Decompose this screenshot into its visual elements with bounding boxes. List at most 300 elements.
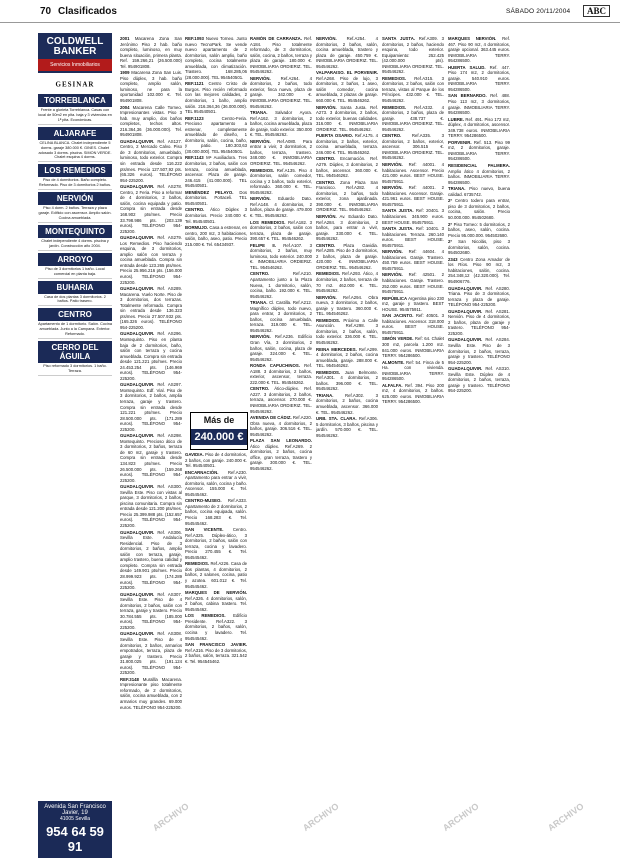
listing-text: Piso Torneo: 5 dormitorios, 2 baños, aseo, salón, cocina. Precio 95.000.000. 954502680. [448,221,510,238]
classified-listing [448,366,510,394]
listing-text: Ático dúplex. Ref.A269. 2 dormitorios, 2 baños, cocina office, gran terraza, trastero y garaje. 300.000 €. TEL. 954546262. [250,443,312,472]
zone-heading: TORREBLANCA [38,94,112,107]
promo-line-2: 240.000 € [191,429,247,445]
classified-listing [316,70,378,103]
listing-title: GUADALQUIVIR. [120,138,155,144]
listing-text: Ref.A107. 3 dormitorios, 2 baños, muy luminoso, todo exterior. 240.000 €. INMOBILIARIA ORDIERIZ. TEL. 954546262. [250,242,312,270]
listing-title: NERVIÓN. [382,272,403,278]
listing-text: Encarnación. Ref. A279. Dúplex, 3 dormitorios, 2 baños, ascensor. 360.000 €. TEL. 954546262. [316,156,378,179]
listing-text: Ref.A220. Obra nueva, 4 dormitorios, 2 baños, garaje. 306.516 €. TEL. 954546262. [250,415,312,437]
listing-column-2 [185,36,247,408]
listing-text: Ref. 491. Piso 172 m2, dúplex, 4 dormitorios, ascensor. 349.738 euros. INMOBILIARIA TERRY. 954286500. [448,116,510,139]
agency-contact [38,801,112,858]
classified-listing [448,65,510,93]
listing-text: Ref.A268. Piso de lujo, 3 dormitorios, 2 baños, 1 aseo, salón comedor, cocina amueblada, 2 plazas de garaje. 660.000 €. TEL. 954546262. [316,75,378,104]
listing-title: NERVIÓN. [382,185,403,191]
listing-text: Ref. AS281. Nervión. Piso de 4 dormitorios, 2 baños, plaza de garaje y trastero. TELÉFONO 954-225200. [448,308,510,336]
listing-text: Murallla Macarena. Impresionante piso totalmente reformado, de 2 dormitorios, salón, cocina amueblada, con 2 armarios muy grandes. 69.000 euros. TELÉFONO 954-225200. [120,676,182,710]
listing-title: CENTRO. [316,156,336,162]
listing-text: Ref.A309. 3 dormitorios, 2 baños, haciendo esquina, todo exterior. Equipamiento: 252.425 (42.000.000 pts). INMOBILIARIA ORDIERIZ. TEL. 954546262. [382,36,444,75]
listing-title: ALMONTE. [382,359,405,365]
classified-listing [250,196,312,218]
listing-title: CENTRO. [250,386,270,392]
classified-listing [185,207,247,224]
listing-text: Ref. AS289. Macarena. Vuelo Norte. Piso de 3 dormitorios, dos terrazas. Totalmente reformado. Compra sin entrada desde 136.323 pts/mes. Precio 27.507.932 pts. (165.326 euros). TELÉFONO 954-225200. [120,286,182,330]
classified-listing [185,36,247,80]
listing-title: SAN JACINTO. [382,313,414,319]
listing-title: CENTRO. [316,242,336,248]
listing-title: REMEDIOS. [185,561,210,567]
classified-listing [382,336,444,358]
listing-title: 2343 [448,256,458,262]
classified-listing [382,105,444,133]
listing-title: GUADALQUIVIR. [120,331,155,337]
listing-text: Ref. A188. 3 dormitorios, 2 baños, exterior, ascensor, terraza. 222.000 €. TEL. 954546262. [250,363,312,385]
agency-phone: 954 64 59 91 [46,824,104,854]
listing-title: NERVIÓN. [250,75,271,81]
listing-text: Ref. 394. Piso 200 m2, 4 dormitorios, 2 baños. 625.000 euros. INMOBILIARIA TERRY. 954286500. [382,382,444,405]
listing-title: TRIANA. [448,186,466,192]
classified-listing [382,133,444,161]
listing-title: GUADALQUIVIR. [120,382,155,388]
classified-listing [185,116,247,155]
classified-listing [120,433,182,483]
listing-column-2b [185,452,247,848]
listing-title: URB. STA. CLARA. [316,416,357,422]
listing-text: Ref. AS284. Sevilla Este. Piso de 3 dormitorios, 2 baños, terraza, garaje y trastero. TELÉFONO 954-225200. [448,337,510,365]
listing-title: GUADALQUIVIR. [448,308,483,314]
listing-text: Ref.A335. 3 dormitorios, 2 baños, exterior, ascensor. 306.515 €. INMOBILIARIA ORDIERIZ. TEL. 954546262. [382,133,444,161]
classified-listing [185,470,247,498]
zone-heading: CENTRO [38,308,112,321]
listing-column-4 [316,36,378,848]
listing-title: GAVIDIA. [185,452,204,457]
listing-column-1 [120,36,182,848]
listing-text: Ref.A236. Edificio Gran Vía, 3 dormitorios, 2 baños, salón, cocina, plaza de garaje. 324.000 €. TEL. 954546262. [250,334,312,362]
listing-text: Ref. AS297. Montequinto. Edf. Vial. Piso de 3 dormitorios, 2 baños, amplia terraza, garaje y trastero. Compra sin entrada desde 121.221 pts/mes. Precio 28.500.000 pts. (171.289 euros). TELÉFONO 954-225200. [120,382,182,432]
classified-listing [316,347,378,369]
listing-text: Ref.A315. 3 dormitorios, 2 baños, salón con terraza, vistas al Parque de los Príncipes. 432.000 €. TEL. 954546262. [382,75,444,104]
listing-text: Ref.A135. Piso 4 dormitorios, salón comedor, cocina y 2 baños, todo exterior, reformado. 360.000 €. TEL. 954546262. [250,167,312,195]
listing-text: Ref.A210. Apartamento junto a la Plaza Nueva, 1 dormitorio, salón, cocina, baño. 192.000 €. TEL. 954546262. [250,271,312,299]
classified-listing [316,318,378,346]
listing-text: Cl. Castilla. Ref.A212. Magnífico dúplex, todo nuevo, para entrar, 3 dormitorios, 2 baños, cocina amueblada, terraza. 319.000 €. TEL. 954546262. [250,300,312,333]
promo-line-1: Más de [203,415,235,425]
listing-title: NERVIÓN. [316,294,337,300]
listing-title: LUBRE. [448,116,464,122]
classified-listing [382,383,444,405]
zone-heading: BUHARIA [38,281,112,294]
classified-listing [250,271,312,299]
listing-title: SANTA JUSTA. [382,208,414,214]
listing-text: Ref: 20401. 3 habitaciones. 345.900 euros. BEST HOUSE. 954575911. [382,208,444,225]
classified-listing [250,168,312,196]
classified-listing [120,184,182,234]
listing-title: NERVIÓN. [250,138,271,144]
zone-heading: MONTEQUINTO [38,225,112,238]
listing-text: Ref: 44001. 4 habitaciones. Ascensor. Precio 421.000 euros. BEST HOUSE. 954575911. [382,162,444,184]
listing-text: Ref. 467. Piso 90 m2, 4 dormitorios, garaje opcional. 363.445 euros. INMOBILIARIA TERRY. 954286500. [448,36,510,64]
listing-text: Ref.A254. 4 dormitorios, 2 baños, salón, cocina amueblada, trastero y plaza de garaje. 450.759 €. INMOBILIARIA ORDIERIZ. TEL. 954546262. [316,36,378,69]
listing-title: REMEDIOS. [316,317,341,323]
listing-title: GUADALQUIVIR. [120,433,155,439]
gesinar-name: GESINAR [55,80,95,89]
listing-title: GUADALQUIVIR. [120,184,155,190]
gesinar-logo [38,76,112,91]
zone-listing-text: Piso 4 dorm. 2 baños. Terraza y plaza garaje. Edificio con ascensor. Amplio salón. Cocina amueblada. [38,205,112,223]
classified-listing [316,243,378,271]
zone-listing-text: Piso reformado 3 dormitorios. 1 baño. Terraza. [38,363,112,376]
listing-title: 2ª [448,239,452,245]
listing-title: REF.1123 [185,115,204,121]
masthead-logo: ABC [583,5,610,17]
listing-text: Ref.A175. 4 dormitorios, 2 baños, exterior, cocina amueblada, terraza. 246.000 €. TEL. 954546262. [316,133,378,155]
listing-title: 2001 [120,36,130,41]
classified-listing [185,452,247,469]
classified-listing [382,162,444,184]
classified-listing [316,180,378,213]
listing-text: Ref.A326. 4 dormitorios, salón, 2 baños, cabina trastero. Tel. 954545462. [185,595,247,612]
classified-listing [316,36,378,69]
listing-title: REF.1093 [185,36,204,41]
classified-listing [250,36,312,75]
page-header [0,0,620,23]
listing-title: TRIANA. [250,110,268,116]
listing-text: Centro. Ref.A325. Dúplex-ático, 3 dormitorios, 2 baños, salón con terraza, cocina y lavadero. Precio 270.455 €. Tel. 954545462. [185,527,247,560]
classified-listing [120,592,182,631]
listing-text: Ref. AS278. Centro, 2 Feria. Piso a reformar de 4 dormitorios, 2 baños, salón, cocina equipada y patio. Compra sin entrada desde 168.902 pts/mes. Precio 33.798.986 pts. (203.139 euros). TELÉFONO 954-225200. [120,184,182,234]
listing-title: VALPARAISO. EL PORVENIR. [316,70,378,76]
listing-title: AVENIDA DE CÁDIZ. [250,415,292,421]
classified-listing [120,286,182,330]
listing-column-5 [382,36,444,848]
listing-text: Edificio Presidente. Ref.A322. 3 dormitorios, 2 baños, salón, cocina y lavadero. Tel. 954545462. [185,613,247,641]
agency-city: 41005 Sevilla [59,816,91,822]
classified-listing [120,484,182,528]
zone-listing-text: Apartamento de 1 dormitorio. Salón. Cocina amueblada. Junto a la Campana. Exterior. Reformado. [38,321,112,339]
classified-listing [250,139,312,167]
listing-text: Ref.A306. 5 dormitorios, 3 baños, piscina y jardín. 570.000 €. TEL. 954546262. [316,416,378,438]
listing-title: GUADALQUIVIR. [120,484,155,490]
classified-listing [185,613,247,641]
listing-text: Ref. AS307. Sevilla Este. Piso de 4 dormitorios, 2 baños, salón con terraza, garaje y trastero. Precio 30.784.555 pts. (185.000 euros). TELÉFONO 954-225200. [120,591,182,630]
zone-heading: LOS REMEDIOS [38,164,112,177]
classified-listing [382,313,444,335]
agency-address: Avenida San Francisco Javier, 19 [44,804,106,816]
listing-text: Ático-dúplex. Ref. A227. 3 dormitorios, 2 baños, terraza, ascensor. 270.000 €. INMOBILIARIA ORDIERIZ. TEL. 954546262. [250,386,312,414]
classified-listing [448,117,510,139]
classified-listing [382,208,444,225]
classified-listing [185,155,247,188]
classified-listing [448,140,510,162]
listing-text: Ref. 488. Piso 113 m2, 3 dormitorios, garaje. INMOBILIARIA TERRY. 954286500. [448,93,510,116]
listing-title: REINA MERCEDES. [316,346,357,352]
publication-date: SÁBADO 20/11/2004 [506,8,571,15]
classified-listing [250,415,312,437]
listing-title: MARQUES NERVIÓN. [448,36,497,41]
listing-column-6 [448,36,510,848]
listing-text: Piso de 4 dormitorios, 2 baños, con garaje. 240.000 €. Tel. 954540501. [185,452,247,469]
listing-text: Ref.A333. Apartamento de 2 dormitorios, 2 baños, cocina equipada, salón. Precio 168.283 €. Tel. 954545462. [185,498,247,526]
listing-text: Mª Auxiliadora. Tres dormitorios, 2 baños, salón con terraza, cocina amueblada, ascensor. Plaza de garaje. 246.415 (41.000.000). TEL 954540501. [185,155,247,189]
classified-listing [316,105,378,133]
zone-listing-text: Piso de 3 dormitorios 1 baño. Local comercial en planta baja. [38,266,112,279]
page-number: 70 [40,6,52,17]
classified-listing [316,133,378,155]
classified-listing [382,185,444,207]
listing-text: Ref.A294. Obra nueva, 3 dormitorios, 2 baños, garaje y trastero. 360.000 €. TEL. 954546262. [316,294,378,317]
listing-text: Casa a estrenar, en centro, 200 m2, 3 habitaciones, salón, baño, aseo, patio. Precio 215.000 €. Tel. 65434937. [185,225,247,247]
classified-listing [120,36,182,69]
agency-sidebar [38,33,112,854]
classified-listing [120,235,182,285]
listing-text: Plaza Gavidia. Ref.A285. Piso de 3 dormitorios, 2 baños, plaza de garaje. 420.000 €. INMOBILIARIA ORDIERIZ. TEL. 954546262. [316,242,378,270]
listing-text: San Nicolás, piso 3 dormitorios, salón, cocina. 954502680. [448,239,510,256]
classified-listing [120,70,182,103]
listing-text: Juan Belmonte. Ref.A301. 4 dormitorios, 2 baños. 396.000 €. TEL. 954546262. [316,369,378,392]
listing-title: CENTRO. [382,133,402,139]
listing-title: NERVIÓN. [316,213,337,219]
listing-title: NERVIÓN. [382,162,403,168]
zone-heading: ARROYO [38,253,112,266]
listing-title: SIMÓN VERDE. [382,336,414,342]
listing-text: Ref: 40501. 3 habitaciones. Ascensor. 318.000 euros. BEST HOUSE. 954575911. [382,313,444,335]
listing-title: NERVIÓN. [316,104,337,110]
listing-title: GUADALQUIVIR. [448,337,483,343]
listing-title: REPÚBLICA [382,295,408,301]
listing-title: REF.1143 [185,155,204,161]
listing-title: SANTA JUSTA. [382,226,414,232]
listing-title: SANTA JUSTA. [382,36,416,41]
listing-text: Piso nuevo, buena calidad. 6735742. [448,186,510,197]
classified-listing [120,677,182,710]
zone-heading: ALJARAFE [38,127,112,140]
classified-listing [382,226,444,248]
listing-text: Ref: 10401. 3 habitaciones. Terraza. 260.140 euros. BEST HOUSE. 954575911. [382,226,444,248]
classified-listing [250,386,312,414]
listing-text: Macarena Zona San Luis. Piso dúplex, 3 hab. baño completo, amplio salón, luminoso, ne para la oportunidad 102.000 €. Tel. 954901808. [120,70,182,104]
listing-title: NERVIÓN. [316,36,337,41]
classified-listing [382,360,444,382]
listing-title: ENCARNACIÓN. [185,469,219,475]
listing-title: ALFALFA. [382,382,403,388]
listing-title: 1909 [120,70,130,76]
classified-listing [250,243,312,271]
archive-watermark: ARCHIVO [545,800,586,834]
listing-title: CENTRO. [250,271,270,277]
price-promo-box [190,412,248,450]
listing-title: GUADALQUIVIR. [120,591,155,597]
listing-title: NERVIÓN. [382,249,403,255]
listing-text: Macarena Calle Torneo. Impresionantes vistas. Piso 3 hab. muy amplio, dos baños completos, techos altos. 216.364,36 (36.000.000). Tel. 954901808. [120,104,182,138]
listing-title: REMEDIOS. [316,369,341,375]
listing-title: LOS REMEDIOS. [250,219,286,225]
listing-title: CENTRO. [316,179,336,185]
listing-text: Ref.A316. Piso de 3 dormitorios, 2 baños, salón, terraza. 321.542 €. Tel. 954545462. [185,647,247,664]
classified-listing [120,139,182,183]
listing-text: Ref. A184. Piso totalmente reformado, de 3 dormitorios, salón, cocina, 2 baños, terraza y plaza de garaje. 180.000 €. INMOBILIARIA ORDIERIZ. TEL. 954546262. [250,36,312,75]
agency-tagline: Servicios Inmobiliarios [38,59,112,71]
listing-title: GUADALQUIVIR. [120,286,155,292]
listing-title: REF.1121 [185,81,204,87]
listing-text: Centro-Feria. Precioso apartamento a estrenar, completamente amueblado de diseño, 1 dormitorio, salón, cocina, baño, y patio. 180.303,63 (30.000.000). TEL 954540501. [185,115,247,154]
archive-watermark: ARCHIVO [150,800,191,834]
listing-title: FELIPE II. [250,242,276,248]
listing-title: GUADALQUIVIR. [120,235,155,241]
listing-text: Ref.A302. 3 dormitorios, 2 baños, cocina amueblada, ascensor. 366.000 €. TEL. 954546262. [316,392,378,415]
classified-listing [448,257,510,285]
listing-text: Ref. AS296. Montequinto. Piso en planta baja de 2 dormitorios, baño, salón con terraza y cocina amueblada. Compra sin entrada desde 121.221 pts/mes. Precio 24.453.254 pts. (146.969 euros). TELÉFONO 954-225200. [120,331,182,381]
zone-listing-text: Casa de dos plantas 3 dormitorios. 2 baños. Patio trasero. [38,294,112,307]
section-title: Clasificados [58,6,117,17]
listing-text: Ático Dúplex 3 dormitorios. Precio 240.000 €. Tel. 954540501. [185,207,247,224]
classified-listing [185,190,247,207]
listing-title: TRIANA. [250,300,268,306]
listing-text: Ref: 64. Chalet 300 m2, parcela 1.200 m2. 841.000 euros. INMOBILIARIA TERRY. 954286500. [382,336,444,359]
listing-text: Ref: 42501. 2 habitaciones. Garaje. Trastero. 252.000 euros. BEST HOUSE. 954575911. [382,272,444,295]
classified-listing [120,530,182,591]
listing-title: SAN FRANCISCO JAVIER. [185,642,247,648]
zone-heading: CERRO DEL ÁGUILA [38,341,112,363]
listing-text: Salvador Ayora. Ref.A162. 3 dormitorios, 2 baños, cocina amueblada, plaza de garaje, todo exterior. 350.000 €. TEL. 954546262. [250,110,312,138]
classified-listing [448,186,510,197]
listing-title: REF.3148 [120,676,139,682]
classified-listing [382,272,444,294]
classified-listing [382,296,444,313]
listing-text: Ref.A230. Apartamento para entrar a vivir, dormitorio, salón, cocina y baño. Ascensor. 155.000 €. Tel. 954545462. [185,469,247,497]
listing-title: RESIDENCIAL PALMERA. [448,163,510,169]
classified-listing [382,76,444,104]
listing-title: PUERTA OSARIO. [316,133,354,139]
listing-title: MARQUES DE NERVIÓN. [185,590,247,596]
listing-title: REMEDIOS. [250,167,275,173]
listing-text: Ref. AS308. Sevilla Este. Piso de 4 dormitorios, 2 baños, armarios empotrados, terraza, plaza de garaje y trastero. Precio 31.800.025 pts. (191.124 euros). TELÉFONO 954-225200. [120,631,182,676]
classified-listing [316,295,378,317]
listing-text: Ref. 447. Piso 174 m2, 2 dormitorios, garaje. 540.910 euros. INMOBILIARIA TERRY. 954286500. [448,64,510,92]
classified-listing [250,300,312,333]
classified-listing [250,220,312,242]
listing-text: Ref.A264. 4 dormitorios, 2 baños, todo exterior, finca nueva, plaza de garaje. 342.000 €. INMOBILIARIA ORDIERIZ. TEL. 954546262. [250,75,312,109]
classified-listing [448,36,510,64]
listing-title: 2004 [120,104,130,110]
listing-title: BORMUJO. [185,225,209,231]
listing-text: Ref. 513. Piso 99 m2, 2 dormitorios, garaje. INMOBILIARIA TERRY. 954286500. [448,139,510,162]
classified-listing [185,642,247,664]
classified-listing [185,81,247,114]
classified-listing [448,93,510,115]
zone-listing-text: Piso de 4 dormitorios. Baño completo. Reformado. Piso de 3 dormitorios 2 baños. [38,177,112,190]
listing-text: Zona Plaza San Francisco. Ref.A282. 4 dormitorios, 2 baños, todo exterior, zona ajardinada. 390.000 €. INMOBILIARIA ORDIERIZ. TEL. 954546262. [316,179,378,213]
listing-text: Ref.A226. Casa de dos plantas, 4 dormitorios, 2 baños, 2 salones, cocina, patio y azotea. 601.012 €. Tel. 954545462. [185,561,247,589]
listing-text: Ref. AS280. Triana. Piso de 3 dormitorios, terraza y plaza de garaje. TELÉFONO 954-225200. [448,285,510,308]
listing-title: GUADALQUIVIR. [448,285,483,291]
listing-title: REMEDIOS. [382,75,407,81]
classified-listing [448,198,510,220]
zone-listing-text: CELINA BLANCA. Chalet independiente 5 dorms. garaje 380.000 €. GINES. Chalet adosado 3 dorms. piscina. SIMON VERDE. Chalet esquina 4 dorms. [38,140,112,163]
listing-text: Centro todero para entrar, piso de 3 dormitorios, 2 baños, cocina, salón. Precio 50.000.000. 954502680. [448,198,510,220]
listing-text: Próximo a Calle Asunción. Ref.A298. 3 dormitorios, 2 baños, salón, todo exterior. 336.000 €. TEL. 954546262. [316,317,378,345]
classified-listing [185,527,247,560]
listing-text: Amplio ático 4 dormitorios, 2 baños. INMOBILIARIA TERRY. 954286500. [448,168,510,185]
listing-title: CENTRO. [185,207,205,213]
classified-listing [316,393,378,415]
classified-listing [448,309,510,337]
classified-listing [185,225,247,247]
classified-listing [382,36,444,75]
listing-text: Centro Cristo de Burgos. Piso recién reformado con las mejores calidades, 2 dormitorios, 1 baño, amplio salón. 216.364,36 (36.000.000). TEL 954540501. [185,81,247,115]
listing-text: Nuevo Torneo. Junto nuevo TecnoPark. Se vende nuevo apartamento de 2 dormitorios, salón amplio, baño completo, cocina totalmente amueblada, con climatización. Trastero. 168.285,06 (28.000.000). TEL 954540501. [185,36,247,80]
listing-title: CENTRO-MUSEO. [185,498,222,504]
listing-title: SAN BERNARDO. [448,93,487,99]
agency-brand [38,33,112,73]
listing-text: Santa Justa. Ref. A273. 3 dormitorios, 2 baños, todo exterior, buenas calidades. 316.000 €. INMOBILIARIA ORDIERIZ. TEL. 954546262. [316,104,378,132]
zone-listing-text: Frente a glorieta Torreblanca. Casas con local de 50m2 en plta. baja y 3 viviendas en 1ª plta. Económicas. [38,107,112,125]
classified-listing [448,239,510,256]
classified-listing [316,370,378,392]
listing-text: Argentina piso 230 m2, garaje y trastero. BEST HOUSE. 954575911. [382,295,444,312]
listing-title: NERVIÓN. [250,334,271,340]
listing-text: Ref.A332. 4 dormitorios, 2 baños, plaza de garaje. 438.737 €. INMOBILIARIA ORDIERIZ. TEL. 954546262. [382,104,444,132]
classified-listing [382,249,444,271]
classified-listing [316,156,378,178]
classified-listing [120,382,182,432]
listing-text: Dos dormitorios. Portaceli. TEL 954540501. [185,189,247,206]
classified-listing [120,105,182,138]
classified-listing [250,110,312,138]
classified-listing [448,337,510,365]
classified-listing [185,561,247,589]
classified-listing [250,76,312,109]
classified-listing [250,363,312,385]
listing-text: Ref. AS279. Los Remedios. Piso haciendo esquina, de 3 dormitorios, amplio salón con terraza y cocina amueblada. Compra sin entrada desde 123.265 pts/mes. Precio 25.956.216 pts. (156.000 euros). TELÉFONO 954-225200. [120,235,182,285]
listing-title: NERVIÓN. [250,196,271,202]
listing-title: REMEDIOS. [316,271,341,277]
agency-name: COLDWELL BANKER [46,36,104,57]
listing-text: Macarena Zona San Jerónimo Piso 2 hab. baño completo, luminoso, en muy buena situación, primera planta. Ref. 159.266,21 (26.500.000) Tel. 954901808. [120,36,182,69]
classified-listing [448,286,510,308]
listing-text: Eduardo Dato. Ref.A148. 4 dormitorios, 2 baños, plaza de garaje. 479.000 €. TEL. 954546262. [250,196,312,218]
zone-listing-text: Chalet independiente 4 dorms. piscina y jardín. Construcción año 2004. [38,238,112,251]
listing-text: Av. Eduardo Dato. Ref.A284. 3 dormitorios, 2 baños, para entrar a vivir, garaje. 330.000 €. TEL. 954546262. [316,213,378,242]
listing-column-3 [250,36,312,848]
classified-listing [120,631,182,675]
classified-listing [316,214,378,242]
listing-title: LOS REMEDIOS. [185,613,226,619]
zone-heading: NERVIÓN [38,192,112,205]
classified-listing [316,416,378,438]
listing-title: MENÉNDEZ PELAYO. [185,189,234,195]
listing-title: SAN VICENTE. [185,527,224,533]
classified-listing [120,331,182,381]
listing-text: Ref: 54. Finca de 5 Ha. con vivienda. INMOBILIARIA TERRY. 954286500. [382,359,444,382]
classified-listing [185,498,247,526]
classified-listing [250,438,312,471]
listing-text: Centro Zona Amador de los Ríos. Piso 90 m2, 3 habitaciones, salón, cocina. 254.348,12 (42.320.000). Tel. 954906776. [448,256,510,284]
listing-text: Ref. AS306. Sevilla Este. Andalucía Residencial. Piso de 3 dormitorios, 2 baños, amplio salón con terraza, garaje, amplio trastero, buena calidad y completo. Compra sin entrada desde 149.901 pts/mes. Precio 28.999.923 pts. (174.289 euros). TELÉFONO 954-225200. [120,529,182,591]
listing-text: Ref. AS127. Centro, 2 Mercado Calvo. Piso de 3 dormitorios, amueblado, luminoso, todo exterior. Compra sin entrada desde 116.222 pts/mes. Precio 127.507,92 pts. (65.326 euros). TELÉFONO 954-225200. [120,138,182,183]
classified-listing [316,271,378,293]
classified-listing [185,590,247,612]
listing-text: Ref. AS310. Sevilla Este. Dúplex de 4 dormitorios, 2 baños, terraza, garaje y trastero. TELÉFONO 954-225200. [448,366,510,394]
listing-text: Ref: 44604. 4 habitaciones. Garaje. Trastero. 450.759 euros. BEST HOUSE. 954575911. [382,249,444,271]
listing-text: Ref.A299. 4 dormitorios, 2 baños, cocina amueblada, garaje. 288.000 €. TEL. 954546262. [316,346,378,369]
classified-listing [448,163,510,185]
listing-title: REMEDIOS. [382,104,407,110]
listing-text: Ref.A293. Ático, 4 dormitorios, 2 baños, terraza de 70 m2. 462.000 €. TEL. 954546262. [316,271,378,294]
listing-text: Ref. AS300. Sevilla Este. Piso con vistas al parque, 3 dormitorios, 2 baños, piscina comunitaria. Compra sin entrada desde 121.200 pts/mes. Precio 25.399.988 pts. (152.657 euros). TELÉFONO 954-225200. [120,484,182,529]
archive-watermark: ARCHIVO [300,800,341,834]
listing-title: PLAZA SAN LEONARDO. [250,438,312,444]
